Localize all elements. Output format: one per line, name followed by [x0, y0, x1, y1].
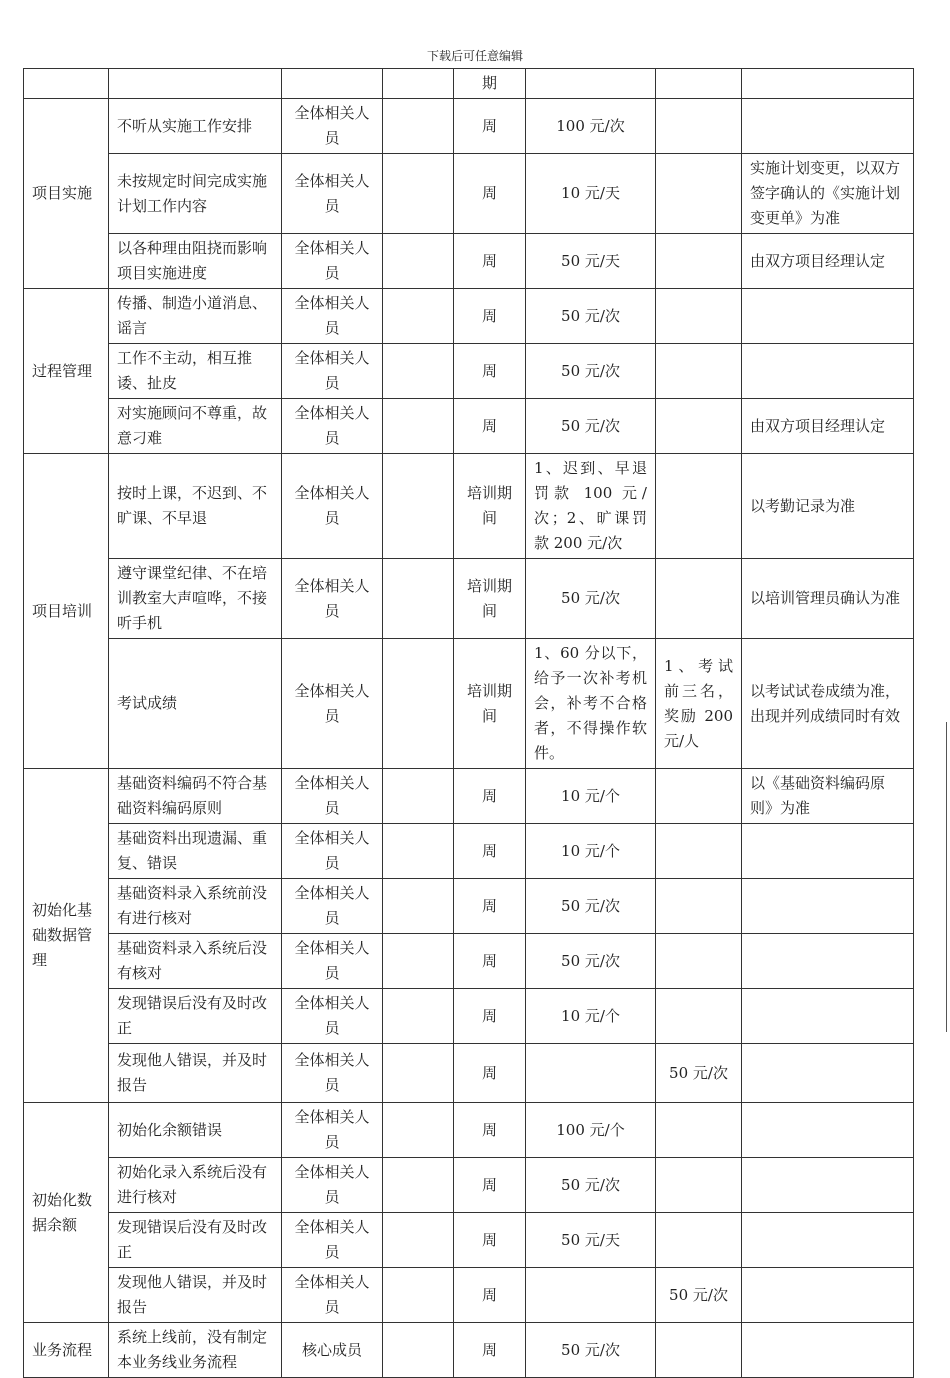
blank-cell [383, 154, 454, 234]
blank-cell [383, 399, 454, 454]
remark-cell: 以《基础资料编码原则》为准 [742, 769, 914, 824]
remark-cell: 以培训管理员确认为准 [742, 559, 914, 639]
who-cell: 全体相关人员 [282, 824, 383, 879]
penalty-cell: 1、迟到、早退罚款 100 元/次；2、旷课罚款 200 元/次 [526, 454, 656, 559]
blank-cell [383, 234, 454, 289]
remark-cell: 实施计划变更，以双方签字确认的《实施计划变更单》为准 [742, 154, 914, 234]
table-row [24, 1103, 914, 1158]
who-cell: 全体相关人员 [282, 454, 383, 559]
item-cell: 考试成绩 [109, 639, 282, 769]
table-cell [656, 69, 742, 99]
reward-cell [656, 154, 742, 234]
remark-cell: 以考勤记录为准 [742, 454, 914, 559]
blank-cell [383, 1044, 454, 1103]
blank-cell [383, 99, 454, 154]
blank-cell [383, 454, 454, 559]
who-cell: 全体相关人员 [282, 344, 383, 399]
remark-cell [742, 879, 914, 934]
remark-cell [742, 824, 914, 879]
reward-cell [656, 559, 742, 639]
period-cell: 周 [454, 824, 526, 879]
table-row [24, 1158, 914, 1213]
table-row [24, 879, 914, 934]
period-cell: 周 [454, 1213, 526, 1268]
table-row [24, 769, 914, 824]
item-cell: 不听从实施工作安排 [109, 99, 282, 154]
blank-cell [383, 1323, 454, 1378]
reward-cell: 50 元/次 [656, 1044, 742, 1103]
who-cell: 全体相关人员 [282, 934, 383, 989]
penalty-cell: 100 元/个 [526, 1103, 656, 1158]
blank-cell [383, 639, 454, 769]
item-cell: 系统上线前，没有制定本业务线业务流程 [109, 1323, 282, 1378]
blank-cell [383, 934, 454, 989]
item-cell: 对实施顾问不尊重，故意刁难 [109, 399, 282, 454]
table-cell [24, 69, 109, 99]
penalty-cell: 50 元/次 [526, 934, 656, 989]
penalty-cell: 50 元/天 [526, 234, 656, 289]
reward-cell [656, 1103, 742, 1158]
who-cell: 全体相关人员 [282, 1158, 383, 1213]
table-row [24, 1044, 914, 1103]
table-row [24, 934, 914, 989]
page-header-note: 下载后可任意编辑 [426, 49, 523, 63]
penalty-cell: 10 元/个 [526, 989, 656, 1044]
penalty-cell: 10 元/个 [526, 769, 656, 824]
remark-cell [742, 1044, 914, 1103]
item-cell: 发现错误后没有及时改正 [109, 1213, 282, 1268]
blank-cell [383, 989, 454, 1044]
table-row [24, 559, 914, 639]
blank-cell [383, 1268, 454, 1323]
reward-cell [656, 399, 742, 454]
who-cell: 全体相关人员 [282, 989, 383, 1044]
reward-cell [656, 989, 742, 1044]
remark-cell [742, 289, 914, 344]
period-header-cell: 期 [454, 69, 526, 99]
reward-cell [656, 1323, 742, 1378]
who-cell: 全体相关人员 [282, 769, 383, 824]
table-row [24, 989, 914, 1044]
period-cell: 周 [454, 1158, 526, 1213]
item-cell: 按时上课，不迟到、不旷课、不早退 [109, 454, 282, 559]
table-row [24, 454, 914, 559]
blank-cell [383, 559, 454, 639]
reward-cell [656, 824, 742, 879]
margin-line [946, 722, 947, 1032]
table-row [24, 69, 914, 99]
table-row [24, 344, 914, 399]
period-cell: 周 [454, 989, 526, 1044]
period-cell: 周 [454, 769, 526, 824]
remark-cell: 以考试试卷成绩为准，出现并列成绩同时有效 [742, 639, 914, 769]
blank-cell [383, 1213, 454, 1268]
who-cell: 核心成员 [282, 1323, 383, 1378]
reward-cell [656, 289, 742, 344]
remark-cell [742, 1158, 914, 1213]
period-cell: 周 [454, 399, 526, 454]
table-cell [526, 69, 656, 99]
item-cell: 未按规定时间完成实施计划工作内容 [109, 154, 282, 234]
period-cell: 培训期间 [454, 454, 526, 559]
period-cell: 周 [454, 154, 526, 234]
item-cell: 基础资料出现遗漏、重复、错误 [109, 824, 282, 879]
table-cell [109, 69, 282, 99]
table-row [24, 399, 914, 454]
table-row [24, 1323, 914, 1378]
table-row [24, 1213, 914, 1268]
penalty-cell: 50 元/次 [526, 1158, 656, 1213]
table-row [24, 154, 914, 234]
remark-cell [742, 1268, 914, 1323]
who-cell: 全体相关人员 [282, 234, 383, 289]
period-cell: 周 [454, 879, 526, 934]
reward-cell [656, 234, 742, 289]
penalty-cell: 50 元/天 [526, 1213, 656, 1268]
reward-cell [656, 769, 742, 824]
table-row [24, 99, 914, 154]
category-cell: 业务流程 [24, 1323, 109, 1378]
table-cell [742, 69, 914, 99]
penalty-cell [526, 1044, 656, 1103]
item-cell: 基础资料录入系统前没有进行核对 [109, 879, 282, 934]
item-cell: 以各种理由阻挠而影响项目实施进度 [109, 234, 282, 289]
blank-cell [383, 769, 454, 824]
blank-cell [383, 1103, 454, 1158]
reward-cell [656, 1213, 742, 1268]
period-cell: 周 [454, 99, 526, 154]
penalty-cell: 50 元/次 [526, 559, 656, 639]
who-cell: 全体相关人员 [282, 559, 383, 639]
penalty-cell: 10 元/天 [526, 154, 656, 234]
who-cell: 全体相关人员 [282, 399, 383, 454]
item-cell: 初始化录入系统后没有进行核对 [109, 1158, 282, 1213]
penalty-cell: 50 元/次 [526, 879, 656, 934]
reward-cell [656, 934, 742, 989]
remark-cell [742, 989, 914, 1044]
blank-cell [383, 879, 454, 934]
period-cell: 周 [454, 934, 526, 989]
remark-cell [742, 99, 914, 154]
who-cell: 全体相关人员 [282, 1103, 383, 1158]
item-cell: 遵守课堂纪律、不在培训教室大声喧哗，不接听手机 [109, 559, 282, 639]
reward-cell [656, 879, 742, 934]
period-cell: 周 [454, 1103, 526, 1158]
remark-cell [742, 934, 914, 989]
item-cell: 发现错误后没有及时改正 [109, 989, 282, 1044]
remark-cell [742, 344, 914, 399]
remark-cell [742, 1323, 914, 1378]
remark-cell: 由双方项目经理认定 [742, 234, 914, 289]
penalty-cell: 1、60 分以下，给予一次补考机会，补考不合格者，不得操作软件。 [526, 639, 656, 769]
blank-cell [383, 344, 454, 399]
item-cell: 发现他人错误，并及时报告 [109, 1044, 282, 1103]
period-cell: 培训期间 [454, 639, 526, 769]
blank-cell [383, 289, 454, 344]
penalty-cell: 50 元/次 [526, 289, 656, 344]
item-cell: 基础资料录入系统后没有核对 [109, 934, 282, 989]
reward-cell: 50 元/次 [656, 1268, 742, 1323]
who-cell: 全体相关人员 [282, 99, 383, 154]
remark-cell: 由双方项目经理认定 [742, 399, 914, 454]
period-cell: 周 [454, 344, 526, 399]
who-cell: 全体相关人员 [282, 1213, 383, 1268]
category-cell: 过程管理 [24, 289, 109, 454]
penalty-cell: 50 元/次 [526, 1323, 656, 1378]
category-cell: 项目实施 [24, 99, 109, 289]
remark-cell [742, 1213, 914, 1268]
period-cell: 周 [454, 1323, 526, 1378]
penalty-cell: 100 元/次 [526, 99, 656, 154]
category-cell: 初始化基础数据管理 [24, 769, 109, 1103]
who-cell: 全体相关人员 [282, 289, 383, 344]
period-cell: 周 [454, 289, 526, 344]
period-cell: 培训期间 [454, 559, 526, 639]
reward-penalty-table [23, 68, 914, 1378]
category-cell: 项目培训 [24, 454, 109, 769]
table-row [24, 289, 914, 344]
table-row [24, 639, 914, 769]
who-cell: 全体相关人员 [282, 1044, 383, 1103]
reward-cell: 1、考试前三名，奖励 200 元/人 [656, 639, 742, 769]
category-cell: 初始化数据余额 [24, 1103, 109, 1323]
table-row [24, 824, 914, 879]
remark-cell [742, 1103, 914, 1158]
table-row [24, 234, 914, 289]
reward-cell [656, 99, 742, 154]
period-cell: 周 [454, 234, 526, 289]
table-cell [282, 69, 383, 99]
who-cell: 全体相关人员 [282, 639, 383, 769]
who-cell: 全体相关人员 [282, 154, 383, 234]
penalty-cell [526, 1268, 656, 1323]
table-body [24, 69, 914, 1378]
item-cell: 发现他人错误，并及时报告 [109, 1268, 282, 1323]
reward-cell [656, 1158, 742, 1213]
reward-cell [656, 454, 742, 559]
penalty-cell: 50 元/次 [526, 399, 656, 454]
table-row [24, 1268, 914, 1323]
item-cell: 初始化余额错误 [109, 1103, 282, 1158]
penalty-cell: 50 元/次 [526, 344, 656, 399]
blank-cell [383, 1158, 454, 1213]
period-cell: 周 [454, 1044, 526, 1103]
item-cell: 基础资料编码不符合基础资料编码原则 [109, 769, 282, 824]
item-cell: 工作不主动，相互推诿、扯皮 [109, 344, 282, 399]
period-cell: 周 [454, 1268, 526, 1323]
who-cell: 全体相关人员 [282, 879, 383, 934]
who-cell: 全体相关人员 [282, 1268, 383, 1323]
table-cell [383, 69, 454, 99]
penalty-cell: 10 元/个 [526, 824, 656, 879]
reward-cell [656, 344, 742, 399]
item-cell: 传播、制造小道消息、谣言 [109, 289, 282, 344]
blank-cell [383, 824, 454, 879]
